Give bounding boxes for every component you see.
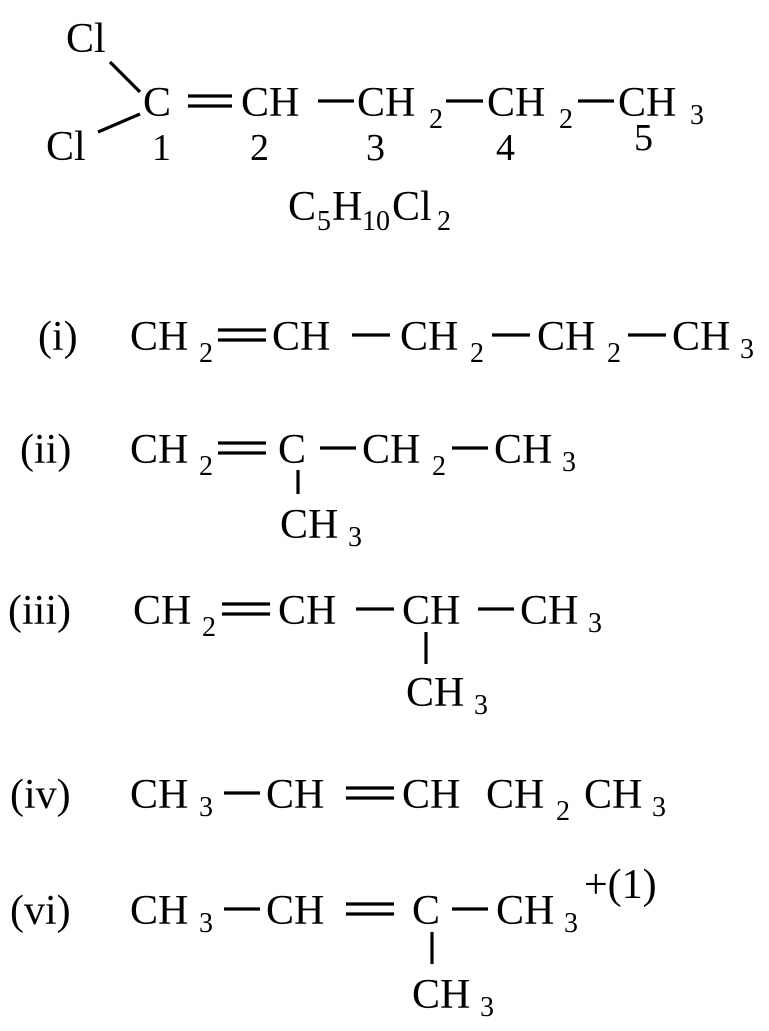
svg-text:CH: CH xyxy=(402,588,461,634)
carbon-1: C xyxy=(143,80,172,126)
svg-text:CH: CH xyxy=(130,772,189,818)
svg-text:3: 3 xyxy=(199,792,213,823)
svg-text:CH: CH xyxy=(584,772,643,818)
svg-text:CH: CH xyxy=(494,427,553,473)
svg-text:CH: CH xyxy=(278,588,337,634)
molecular-formula xyxy=(288,184,451,237)
number-4: 4 xyxy=(496,127,515,169)
svg-text:Cl: Cl xyxy=(392,184,432,230)
svg-text:3: 3 xyxy=(564,908,578,939)
svg-text:CH: CH xyxy=(496,888,555,934)
svg-text:CH: CH xyxy=(406,670,465,716)
svg-text:2: 2 xyxy=(432,451,446,482)
number-5: 5 xyxy=(634,117,653,159)
svg-text:CH: CH xyxy=(280,502,339,548)
svg-text:3: 3 xyxy=(652,792,666,823)
svg-text:10: 10 xyxy=(362,206,390,237)
isomer-label: (vi) xyxy=(10,888,71,934)
cl-top: Cl xyxy=(66,16,106,62)
svg-text:CH: CH xyxy=(272,314,331,360)
bond-cl-top xyxy=(110,62,140,92)
isomer-vi xyxy=(10,862,657,1023)
isomer-label: (ii) xyxy=(20,427,72,473)
isomer-ii xyxy=(20,427,576,553)
svg-text:CH: CH xyxy=(362,427,421,473)
svg-text:C: C xyxy=(412,888,441,934)
carbon-5: CH xyxy=(618,80,677,126)
svg-text:3: 3 xyxy=(480,992,494,1023)
svg-text:2: 2 xyxy=(470,338,484,369)
number-2: 2 xyxy=(250,127,269,169)
isomer-label: (i) xyxy=(38,314,78,360)
bond-cl-bottom xyxy=(98,114,140,132)
svg-text:2: 2 xyxy=(556,796,570,827)
svg-text:CH: CH xyxy=(486,772,545,818)
parent-structure xyxy=(46,16,704,237)
svg-text:C: C xyxy=(278,427,307,473)
svg-text:CH: CH xyxy=(412,972,471,1018)
carbon-2: CH xyxy=(241,80,300,126)
svg-text:CH: CH xyxy=(130,888,189,934)
carbon-3-sub: 2 xyxy=(429,104,443,135)
svg-text:3: 3 xyxy=(348,522,362,553)
svg-text:CH: CH xyxy=(266,772,325,818)
svg-text:CH: CH xyxy=(133,588,192,634)
isomer-i xyxy=(38,314,754,369)
isomer-iii xyxy=(8,588,602,721)
svg-text:2: 2 xyxy=(607,338,621,369)
cl-bottom: Cl xyxy=(46,124,86,170)
svg-text:CH: CH xyxy=(400,314,459,360)
svg-text:2: 2 xyxy=(199,451,213,482)
svg-text:CH: CH xyxy=(130,427,189,473)
svg-text:CH: CH xyxy=(130,314,189,360)
number-1: 1 xyxy=(152,127,171,169)
svg-text:3: 3 xyxy=(474,690,488,721)
number-3: 3 xyxy=(366,127,385,169)
svg-text:2: 2 xyxy=(202,612,216,643)
svg-text:CH: CH xyxy=(266,888,325,934)
svg-text:3: 3 xyxy=(740,334,754,365)
svg-text:3: 3 xyxy=(588,608,602,639)
carbon-3: CH xyxy=(357,80,416,126)
svg-text:CH: CH xyxy=(402,772,461,818)
svg-text:H: H xyxy=(332,184,363,230)
isomer-iv xyxy=(10,772,666,827)
svg-text:3: 3 xyxy=(562,447,576,478)
svg-text:C: C xyxy=(288,184,317,230)
carbon-5-sub: 3 xyxy=(690,100,704,131)
carbon-4: CH xyxy=(487,80,546,126)
isomer-label: (iii) xyxy=(8,588,71,634)
svg-text:5: 5 xyxy=(317,206,331,237)
svg-text:2: 2 xyxy=(437,206,451,237)
svg-text:CH: CH xyxy=(520,588,579,634)
svg-text:3: 3 xyxy=(199,908,213,939)
svg-text:2: 2 xyxy=(199,338,213,369)
carbon-4-sub: 2 xyxy=(559,104,573,135)
plus-note: +(1) xyxy=(584,862,657,908)
svg-text:CH: CH xyxy=(672,314,731,360)
isomer-label: (iv) xyxy=(10,772,71,818)
svg-text:CH: CH xyxy=(537,314,596,360)
